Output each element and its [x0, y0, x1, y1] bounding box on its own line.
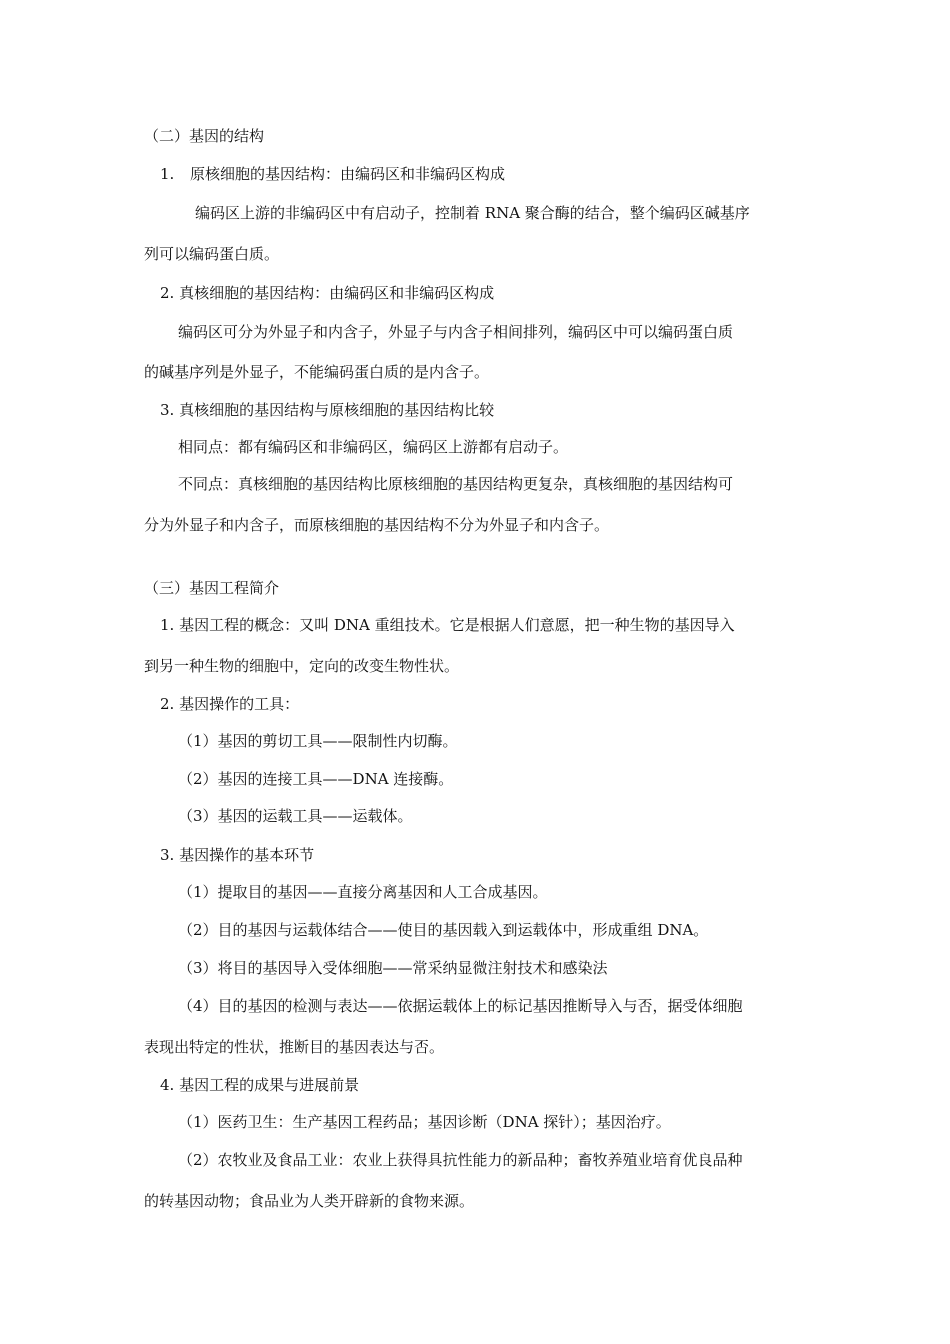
- paragraph-line: 的转基因动物；食品业为人类开辟新的食物来源。: [144, 1192, 475, 1210]
- paragraph-line: 相同点：都有编码区和非编码区，编码区上游都有启动子。: [178, 438, 569, 456]
- section-heading-gene-structure: （二）基因的结构: [144, 127, 265, 145]
- sub-item: （3）将目的基因导入受体细胞——常采纳显微注射技术和感染法: [178, 959, 608, 977]
- paragraph-line: 不同点：真核细胞的基因结构比原核细胞的基因结构更复杂，真核细胞的基因结构可: [178, 475, 734, 493]
- item-title-tools: 2. 基因操作的工具：: [160, 695, 300, 713]
- section-heading-genetic-engineering: （三）基因工程简介: [144, 579, 280, 597]
- item-title-comparison: 3. 真核细胞的基因结构与原核细胞的基因结构比较: [160, 401, 495, 419]
- paragraph-line: 表现出特定的性状，推断目的基因表达与否。: [144, 1038, 445, 1056]
- sub-item: （2）基因的连接工具——DNA 连接酶。: [178, 770, 454, 788]
- item-title-steps: 3. 基因操作的基本环节: [160, 846, 315, 864]
- sub-item: （3）基因的运载工具——运载体。: [178, 807, 413, 825]
- paragraph-line: 列可以编码蛋白质。: [144, 245, 280, 263]
- item-title-prokaryote: 原核细胞的基因结构：由编码区和非编码区构成: [190, 165, 506, 183]
- item-title-achievements: 4. 基因工程的成果与进展前景: [160, 1076, 360, 1094]
- sub-item: （4）目的基因的检测与表达——依据运载体上的标记基因推断导入与否，据受体细胞: [178, 997, 743, 1015]
- sub-item: （2）农牧业及食品工业：农业上获得具抗性能力的新品种；畜牧养殖业培育优良品种: [178, 1151, 743, 1169]
- paragraph-line: 1. 基因工程的概念：又叫 DNA 重组技术。它是根据人们意愿，把一种生物的基因导入: [160, 616, 735, 634]
- sub-item: （1）基因的剪切工具——限制性内切酶。: [178, 732, 458, 750]
- item-title-eukaryote: 2. 真核细胞的基因结构：由编码区和非编码区构成: [160, 284, 495, 302]
- paragraph-line: 编码区上游的非编码区中有启动子，控制着 RNA 聚合酶的结合，整个编码区碱基序: [195, 204, 750, 222]
- paragraph-line: 编码区可分为外显子和内含子，外显子与内含子相间排列，编码区中可以编码蛋白质: [178, 323, 734, 341]
- sub-item: （1）医药卫生：生产基因工程药品；基因诊断（DNA 探针）；基因治疗。: [178, 1113, 671, 1131]
- paragraph-line: 分为外显子和内含子，而原核细胞的基因结构不分为外显子和内含子。: [144, 516, 610, 534]
- paragraph-line: 的碱基序列是外显子，不能编码蛋白质的是内含子。: [144, 363, 490, 381]
- list-number: 1.: [160, 165, 175, 183]
- sub-item: （1）提取目的基因——直接分离基因和人工合成基因。: [178, 883, 548, 901]
- sub-item: （2）目的基因与运载体结合——使目的基因载入到运载体中，形成重组 DNA。: [178, 921, 709, 939]
- paragraph-line: 到另一种生物的细胞中，定向的改变生物性状。: [144, 657, 460, 675]
